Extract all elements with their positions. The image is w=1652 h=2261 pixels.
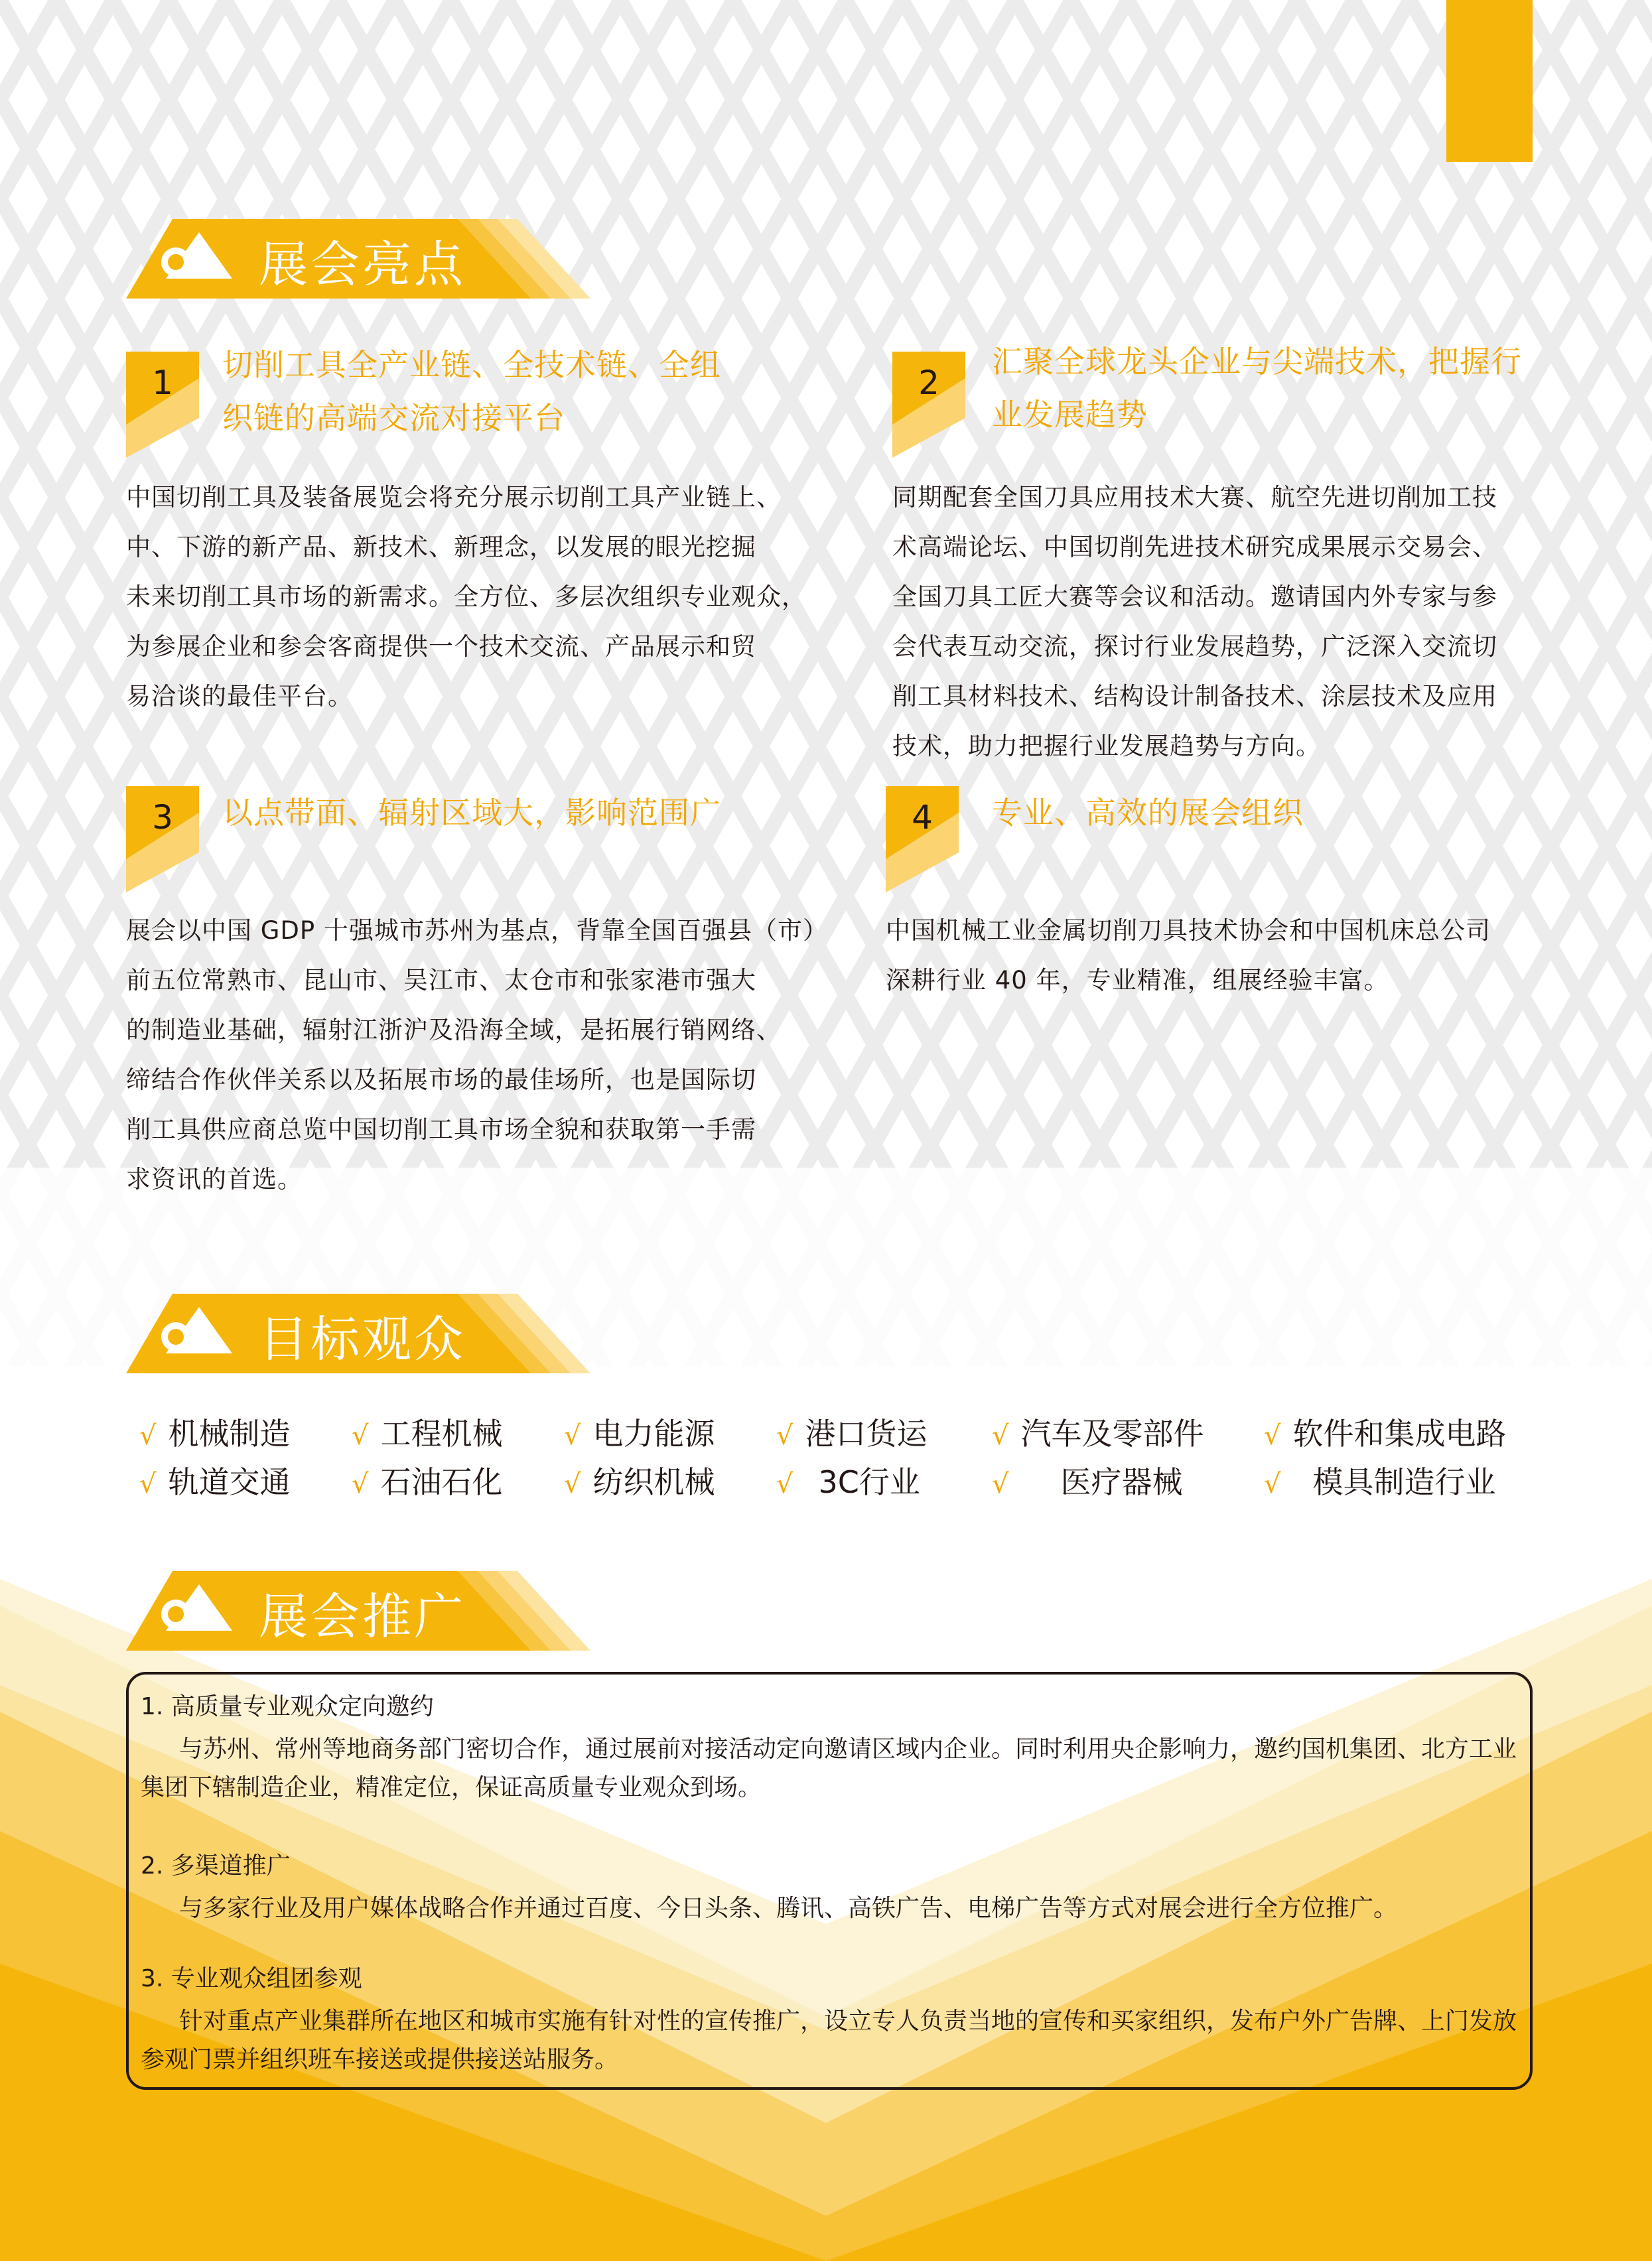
audience-item: √ 模具制造行业 <box>1264 1464 1496 1500</box>
check-icon: √ <box>1264 1420 1281 1451</box>
highlight-title-line: 以点带面、辐射区域大，影响范围广 <box>222 795 721 831</box>
highlight-body-line: 全国刀具工匠大赛等会议和活动。邀请国内外专家与参 <box>892 582 1497 611</box>
highlight-body-line: 同期配套全国刀具应用技术大赛、航空先进切削加工技 <box>892 483 1497 512</box>
highlight-body-line: 中国机械工业金属切削刀具技术协会和中国机床总公司 <box>886 916 1491 945</box>
promotion-text: 与多家行业及用户媒体战略合作并通过百度、今日头条、腾讯、高铁广告、电梯广告等方式对展会进行全方位推广。 <box>179 1895 1398 1922</box>
audience-item: √ 医疗器械 <box>992 1464 1183 1500</box>
highlight-title <box>222 338 721 445</box>
highlight-body-line: 削工具供应商总览中国切削工具市场全貌和获取第一手需 <box>126 1115 756 1144</box>
highlight-number: 3 <box>152 798 173 837</box>
check-icon: √ <box>992 1469 1009 1499</box>
highlight-body-line: 深耕行业 40 年，专业精准，组展经验丰富。 <box>886 966 1389 994</box>
audience-item: √ 汽车及零部件 <box>992 1416 1204 1452</box>
highlight-title-line: 专业、高效的展会组织 <box>992 795 1304 831</box>
promotion-heading: 1. 高质量专业观众定向邀约 <box>141 1693 434 1720</box>
audience-item: √ 3C行业 <box>776 1464 920 1500</box>
check-icon: √ <box>352 1469 369 1499</box>
highlight-body-line: 技术，助力把握行业发展趋势与方向。 <box>892 732 1321 760</box>
highlight-body-line: 易洽谈的最佳平台。 <box>126 682 353 711</box>
highlight-title-line: 汇聚全球龙头企业与尖端技术，把握行 <box>992 344 1522 379</box>
highlight-body-line: 为参展企业和参会客商提供一个技术交流、产品展示和贸 <box>126 632 756 661</box>
check-icon: √ <box>776 1420 793 1451</box>
promotion-box <box>126 1672 1533 2090</box>
highlight-body-line: 会代表互动交流，探讨行业发展趋势，广泛深入交流切 <box>892 632 1497 661</box>
highlight-body-line: 缔结合作伙伴关系以及拓展市场的最佳场所，也是国际切 <box>126 1065 756 1094</box>
highlight-number-badge <box>886 786 959 892</box>
highlight-body <box>886 906 1491 1005</box>
audience-item: √ 软件和集成电路 <box>1264 1416 1507 1452</box>
corner-tab <box>1446 0 1533 162</box>
highlight-number-badge <box>892 352 965 458</box>
promotion-heading: 3. 专业观众组团参观 <box>141 1965 362 1992</box>
highlight-title-line: 业发展趋势 <box>992 397 1148 433</box>
audience-item: √ 石油石化 <box>352 1464 503 1500</box>
highlight-title <box>222 786 721 839</box>
highlight-number: 2 <box>918 364 939 402</box>
promotion-heading: 2. 多渠道推广 <box>141 1852 291 1880</box>
check-icon: √ <box>352 1420 369 1451</box>
highlight-body-line: 展会以中国 GDP 十强城市苏州为基点，背靠全国百强县（市） <box>126 916 828 945</box>
check-icon: √ <box>564 1420 581 1451</box>
promotion-text: 针对重点产业集群所在地区和城市实施有针对性的宣传推广，设立专人负责当地的宣传和买家组织，发布户外广告牌、上门发放参观门票并组织班车接送或提供接送站服务。 <box>141 2008 1517 2073</box>
highlight-title <box>992 335 1522 441</box>
highlight-number: 1 <box>152 364 173 402</box>
promotion-text: 与苏州、常州等地商务部门密切合作，通过展前对接活动定向邀请区域内企业。同时利用央企影响力，邀约国机集团、北方工业集团下辖制造企业，精准定位，保证高质量专业观众到场。 <box>141 1736 1517 1801</box>
audience-item: √ 电力能源 <box>564 1416 715 1452</box>
highlight-body <box>126 906 828 1204</box>
highlight-title <box>992 786 1304 839</box>
check-icon: √ <box>564 1469 581 1499</box>
audience-item: √ 机械制造 <box>139 1416 291 1452</box>
highlight-body-line: 中、下游的新产品、新技术、新理念，以发展的眼光挖掘 <box>126 533 756 561</box>
highlight-body-line: 未来切削工具市场的新需求。全方位、多层次组织专业观众， <box>126 582 807 611</box>
check-icon: √ <box>139 1469 157 1499</box>
highlight-body <box>126 472 807 721</box>
section-header-highlights <box>126 212 604 305</box>
section-title: 展会推广 <box>259 1588 466 1645</box>
highlight-number: 4 <box>912 798 933 837</box>
section-title: 目标观众 <box>259 1311 466 1368</box>
highlight-body-line: 的制造业基础，辐射江浙沪及沿海全域，是拓展行销网络、 <box>126 1016 782 1044</box>
highlight-body-line: 术高端论坛、中国切削先进技术研究成果展示交易会、 <box>892 533 1497 561</box>
highlight-body <box>892 472 1497 771</box>
audience-item: √ 工程机械 <box>352 1416 503 1452</box>
audience-item: √ 轨道交通 <box>139 1464 291 1500</box>
audience-item: √ 港口货运 <box>776 1416 928 1452</box>
highlight-body-line: 削工具材料技术、结构设计制备技术、涂层技术及应用 <box>892 682 1497 711</box>
highlight-body-line: 前五位常熟市、昆山市、吴江市、太仓市和张家港市强大 <box>126 966 756 994</box>
audience-item: √ 纺织机械 <box>564 1464 715 1500</box>
highlight-body-line: 求资讯的首选。 <box>126 1165 303 1194</box>
highlight-number-badge <box>126 786 199 892</box>
section-header-promotion <box>126 1564 604 1657</box>
check-icon: √ <box>1264 1469 1281 1499</box>
highlight-title-line: 切削工具全产业链、全技术链、全组 <box>222 347 721 383</box>
highlight-number-badge <box>126 352 199 458</box>
section-title: 展会亮点 <box>259 236 466 293</box>
section-header-audience <box>126 1287 604 1380</box>
check-icon: √ <box>776 1469 793 1499</box>
highlight-title-line: 织链的高端交流对接平台 <box>222 400 565 436</box>
highlight-body-line: 中国切削工具及装备展览会将充分展示切削工具产业链上、 <box>126 483 782 512</box>
check-icon: √ <box>139 1420 157 1451</box>
check-icon: √ <box>992 1420 1009 1451</box>
